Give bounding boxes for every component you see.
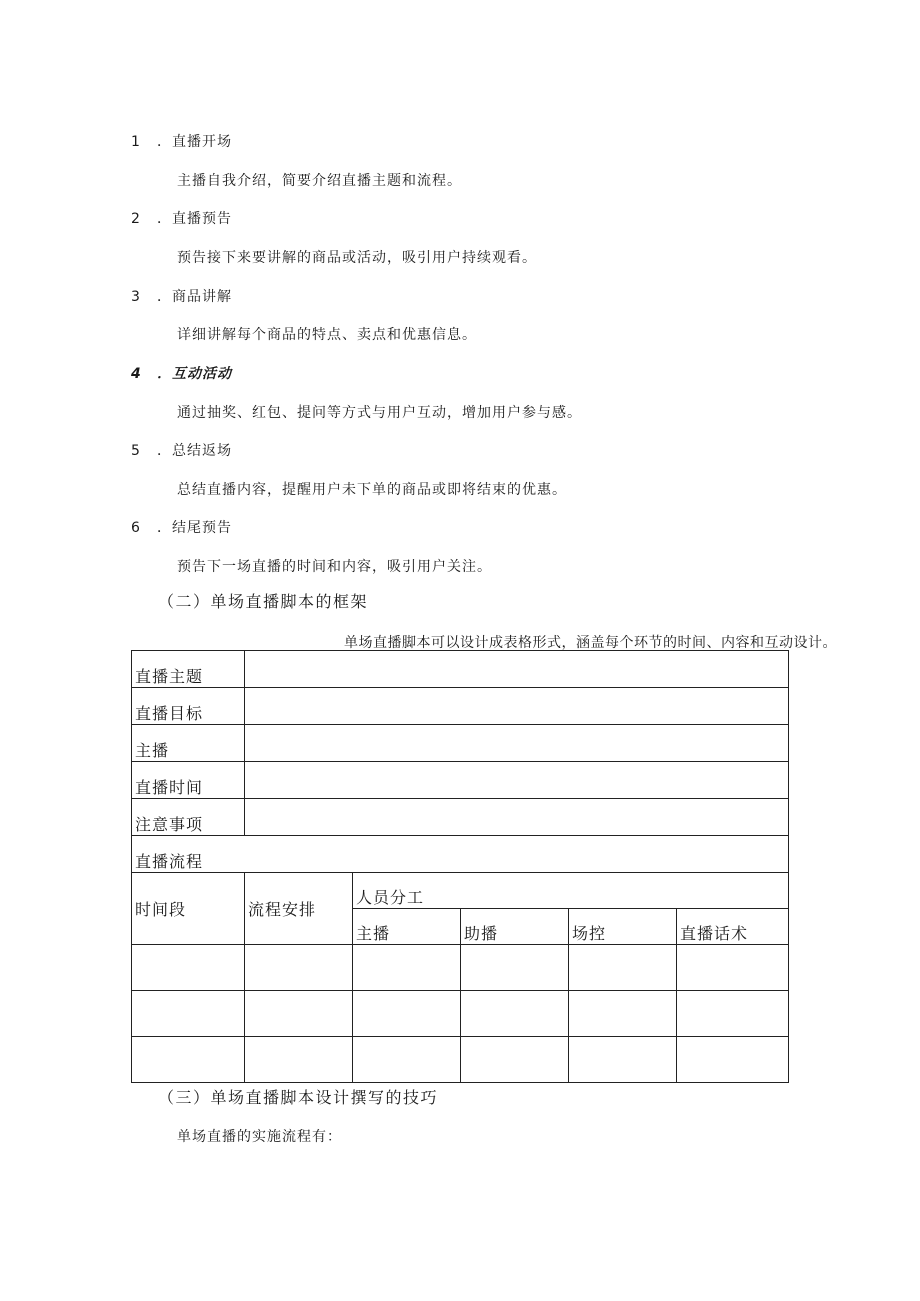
blank-cell[interactable] bbox=[461, 991, 569, 1037]
blank-cell[interactable] bbox=[132, 991, 245, 1037]
table-row bbox=[132, 651, 789, 688]
blank-cell[interactable] bbox=[353, 1037, 461, 1083]
blank-cell[interactable] bbox=[245, 945, 353, 991]
item-4-body: 通过抽奖、红包、提问等方式与用户互动，增加用户参与感。 bbox=[177, 405, 582, 421]
item-4-heading bbox=[131, 363, 232, 383]
blank-cell[interactable] bbox=[569, 1037, 677, 1083]
flow-label: 直播流程 bbox=[132, 836, 789, 873]
row-label: 主播 bbox=[132, 725, 245, 762]
table-row bbox=[132, 725, 789, 762]
blank-cell[interactable] bbox=[461, 945, 569, 991]
value-cell[interactable] bbox=[245, 651, 789, 688]
row-label: 直播时间 bbox=[132, 762, 245, 799]
section-2-intro: 单场直播脚本可以设计成表格形式，涵盖每个环节的时间、内容和互动设计。 bbox=[344, 635, 837, 651]
row-label: 注意事项 bbox=[132, 799, 245, 836]
item-title: ．直播预告 bbox=[157, 211, 232, 227]
item-2-heading bbox=[131, 208, 232, 228]
item-title: ．互动活动 bbox=[157, 366, 232, 382]
sub-header-controller: 场控 bbox=[569, 909, 677, 945]
blank-cell[interactable] bbox=[132, 1037, 245, 1083]
item-title: ．结尾预告 bbox=[157, 520, 232, 536]
script-framework-table bbox=[131, 650, 789, 1083]
item-5-heading bbox=[131, 440, 232, 460]
blank-cell[interactable] bbox=[353, 991, 461, 1037]
col-header-time: 时间段 bbox=[132, 873, 245, 945]
item-2-body: 预告接下来要讲解的商品或活动，吸引用户持续观看。 bbox=[177, 250, 537, 266]
blank-cell[interactable] bbox=[677, 1037, 789, 1083]
row-label: 直播主题 bbox=[132, 651, 245, 688]
item-title: ．直播开场 bbox=[157, 134, 232, 150]
blank-cell[interactable] bbox=[569, 945, 677, 991]
item-1-heading bbox=[131, 131, 232, 151]
item-number: 6 bbox=[131, 520, 141, 536]
blank-cell[interactable] bbox=[461, 1037, 569, 1083]
col-header-plan: 流程安排 bbox=[245, 873, 353, 945]
item-number: 4 bbox=[131, 366, 142, 382]
item-number: 2 bbox=[131, 211, 141, 227]
sub-header-assistant: 助播 bbox=[461, 909, 569, 945]
table-row bbox=[132, 688, 789, 725]
blank-cell[interactable] bbox=[245, 1037, 353, 1083]
item-1-body: 主播自我介绍，简要介绍直播主题和流程。 bbox=[177, 173, 462, 189]
table-row bbox=[132, 991, 789, 1037]
sub-header-script: 直播话术 bbox=[677, 909, 789, 945]
blank-cell[interactable] bbox=[677, 945, 789, 991]
table-row bbox=[132, 762, 789, 799]
section-2-heading: （二）单场直播脚本的框架 bbox=[158, 592, 369, 611]
row-label: 直播目标 bbox=[132, 688, 245, 725]
blank-cell[interactable] bbox=[245, 991, 353, 1037]
blank-cell[interactable] bbox=[677, 991, 789, 1037]
item-title: ．商品讲解 bbox=[157, 289, 232, 305]
table-header-row bbox=[132, 873, 789, 909]
item-3-body: 详细讲解每个商品的特点、卖点和优惠信息。 bbox=[177, 327, 477, 343]
value-cell[interactable] bbox=[245, 762, 789, 799]
section-3-body: 单场直播的实施流程有： bbox=[177, 1129, 342, 1145]
item-number: 1 bbox=[131, 134, 141, 150]
table-row bbox=[132, 1037, 789, 1083]
table-row bbox=[132, 945, 789, 991]
item-6-body: 预告下一场直播的时间和内容，吸引用户关注。 bbox=[177, 559, 492, 575]
sub-header-host: 主播 bbox=[353, 909, 461, 945]
value-cell[interactable] bbox=[245, 799, 789, 836]
section-3-heading: （三）单场直播脚本设计撰写的技巧 bbox=[158, 1088, 439, 1107]
table-row bbox=[132, 799, 789, 836]
blank-cell[interactable] bbox=[353, 945, 461, 991]
item-6-heading bbox=[131, 517, 232, 537]
item-title: ．总结返场 bbox=[157, 443, 232, 459]
blank-cell[interactable] bbox=[569, 991, 677, 1037]
item-number: 3 bbox=[131, 289, 141, 305]
item-number: 5 bbox=[131, 443, 141, 459]
value-cell[interactable] bbox=[245, 725, 789, 762]
item-5-body: 总结直播内容，提醒用户未下单的商品或即将结束的优惠。 bbox=[177, 482, 567, 498]
blank-cell[interactable] bbox=[132, 945, 245, 991]
col-header-staff: 人员分工 bbox=[353, 873, 789, 909]
item-3-heading bbox=[131, 286, 232, 306]
table-row bbox=[132, 836, 789, 873]
value-cell[interactable] bbox=[245, 688, 789, 725]
